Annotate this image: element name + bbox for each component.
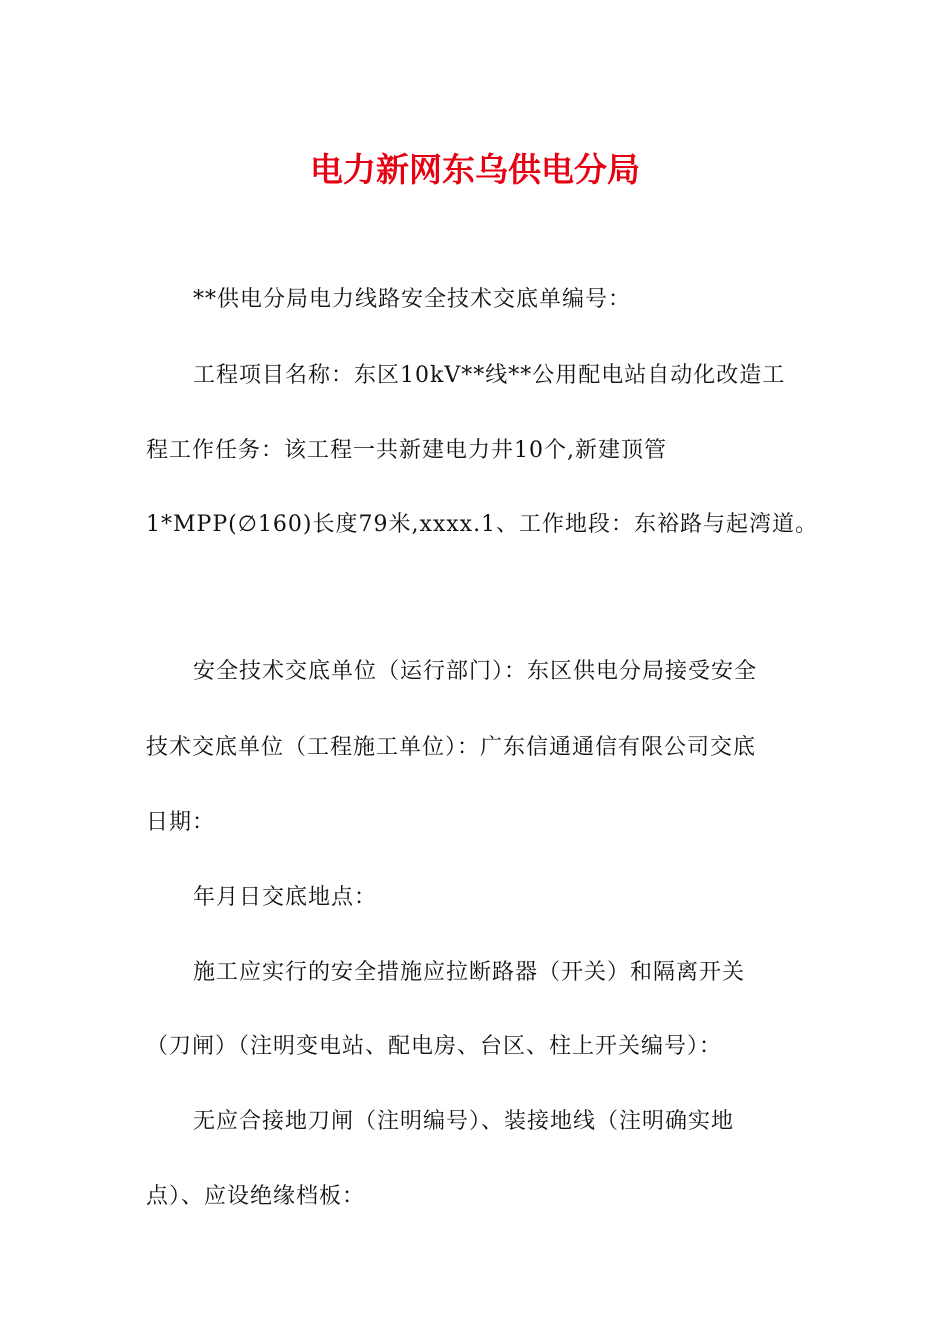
document-line: 点）、应设绝缘档板： [146, 1184, 366, 1209]
document-line: 技术交底单位（工程施工单位）：广东信通通信有限公司交底 [146, 735, 757, 760]
document-line: 施工应实行的安全措施应拉断路器（开关）和隔离开关 [193, 960, 746, 985]
document-line: 程工作任务：该工程一共新建电力井10个,新建顶管 [146, 438, 667, 463]
document-line: 日期： [146, 810, 216, 835]
document-title: 电力新网东乌供电分局 [310, 150, 640, 189]
document-line: 安全技术交底单位（运行部门）：东区供电分局接受安全 [193, 659, 758, 684]
document-line: 1*MPP(∅160)长度79米,xxxx.1、工作地段：东裕路与起湾道。 [146, 512, 819, 537]
document-line: **供电分局电力线路安全技术交底单编号： [193, 287, 632, 312]
document-line: （刀闸）（注明变电站、配电房、台区、柱上开关编号）： [146, 1034, 723, 1059]
document-line: 工程项目名称：东区10kV**线**公用配电站自动化改造工 [193, 363, 786, 388]
document-line: 年月日交底地点： [193, 885, 378, 910]
document-line: 无应合接地刀闸（注明编号）、装接地线（注明确实地 [193, 1109, 735, 1134]
